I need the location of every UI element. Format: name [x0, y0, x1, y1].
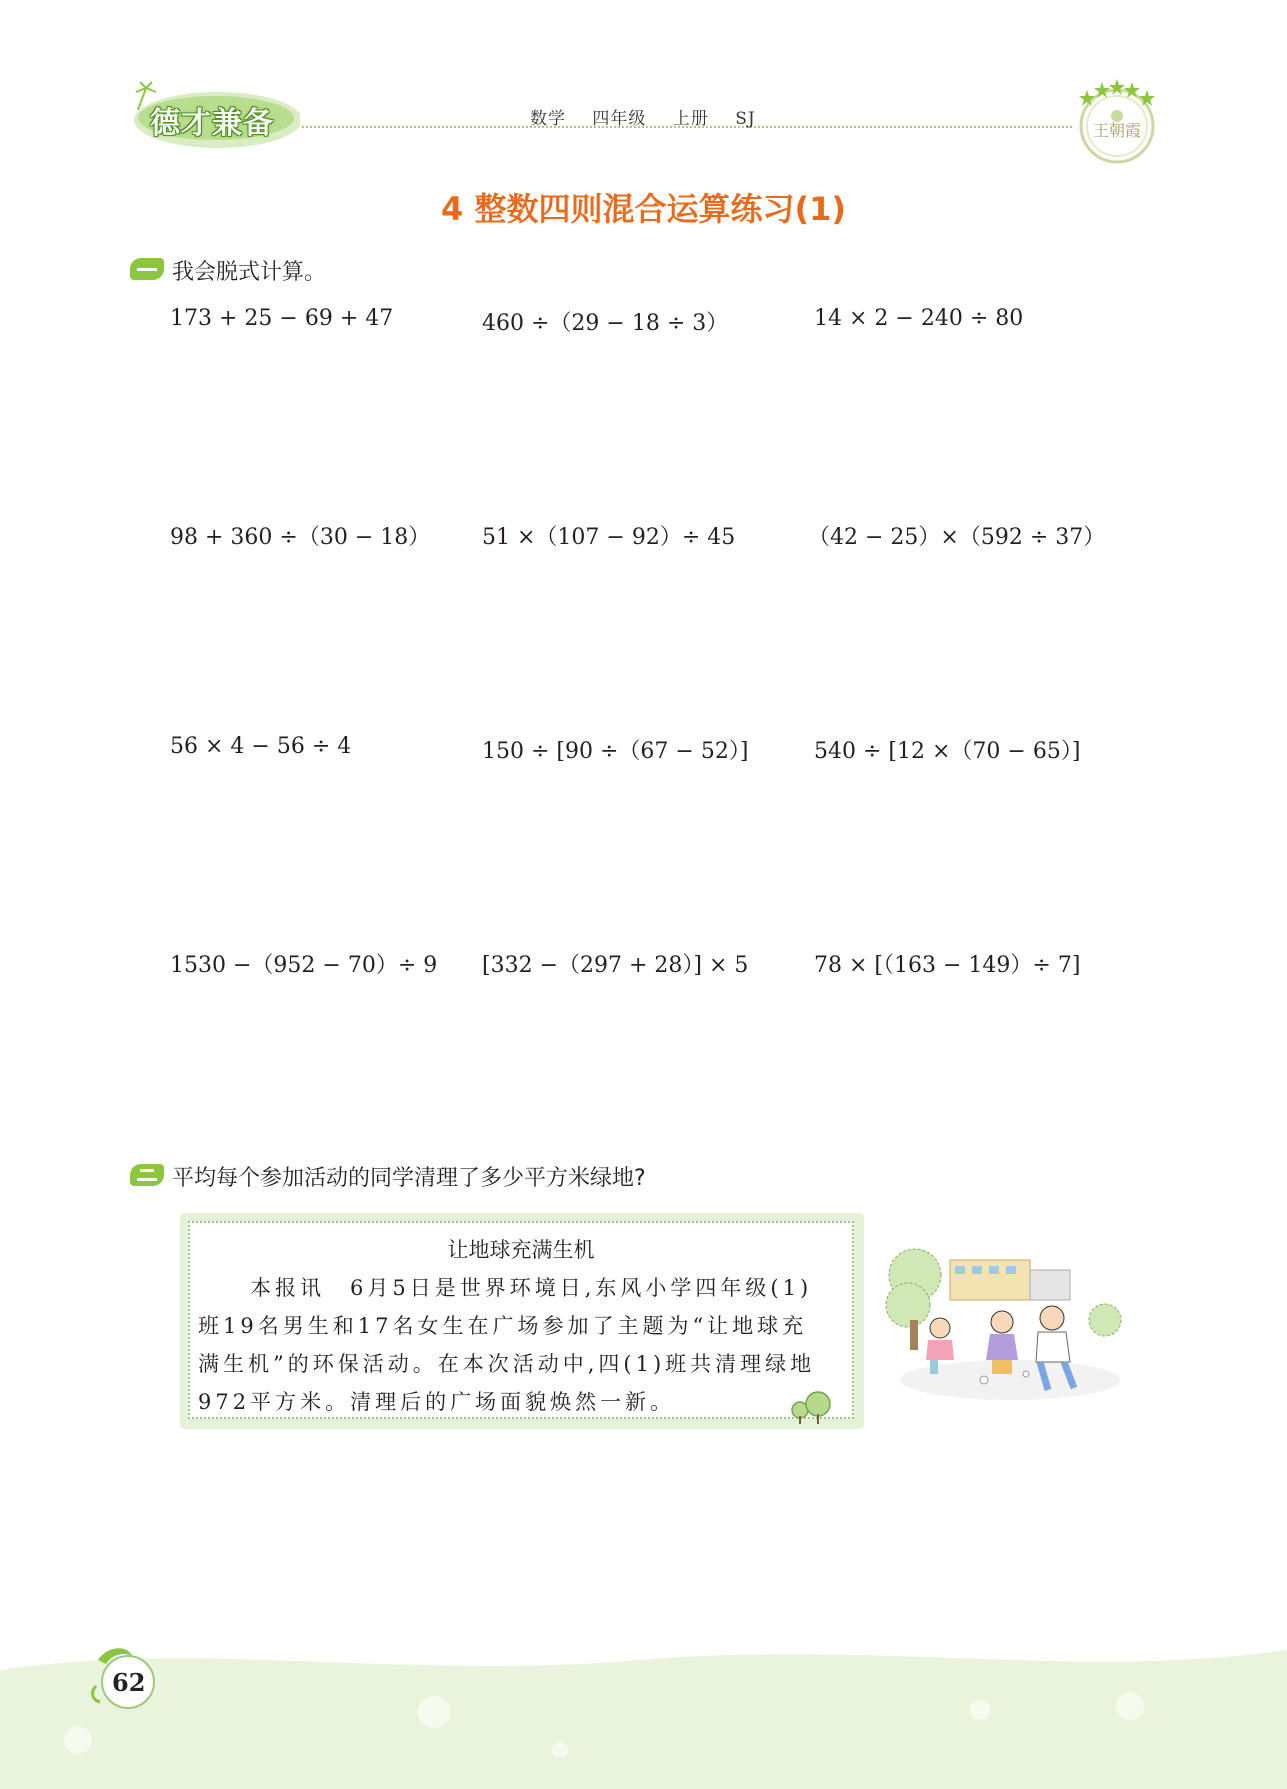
- news-title: 让地球充满生机: [447, 1238, 595, 1262]
- expression: 540 ÷ [12 ×（70 − 65）]: [814, 739, 1081, 764]
- news-line: 972平方米。清理后的广场面貌焕然一新。: [198, 1390, 676, 1414]
- tree-icon: [786, 1390, 836, 1424]
- expression: 78 × [（163 − 149）÷ 7]: [814, 953, 1081, 978]
- expression: 56 × 4 − 56 ÷ 4: [170, 734, 352, 759]
- expression: 1530 −（952 − 70）÷ 9: [170, 953, 438, 978]
- edition-label: SJ: [735, 109, 756, 129]
- section-one-numeral: [137, 268, 157, 271]
- expression: 173 + 25 − 69 + 47: [170, 306, 394, 331]
- page-number: 62: [112, 1668, 146, 1697]
- page-title: 4 整数四则混合运算练习(1): [441, 190, 846, 228]
- expression: 150 ÷ [90 ÷（67 − 52）]: [482, 739, 749, 764]
- grade-label: 四年级: [592, 109, 647, 129]
- bottom-wave-decoration: [0, 1620, 1287, 1789]
- volume-label: 上册: [672, 109, 709, 129]
- section-one-badge: [130, 258, 164, 280]
- section-two-title: 平均每个参加活动的同学清理了多少平方米绿地?: [172, 1166, 646, 1191]
- children-cleaning-illustration: [880, 1240, 1140, 1410]
- news-line: 本报讯 6月5日是世界环境日,东风小学四年级(1): [250, 1276, 813, 1300]
- section-two-numeral: [137, 1169, 157, 1181]
- publisher-seal: [1072, 76, 1162, 164]
- section-two-badge: [130, 1164, 164, 1186]
- subject-label: 数学: [530, 109, 566, 129]
- header-subtitle: [530, 104, 776, 129]
- expression: 98 + 360 ÷（30 − 18）: [170, 525, 431, 550]
- seal-text: 王朝霞: [1092, 121, 1142, 140]
- expression: [332 −（297 + 28）] × 5: [482, 953, 749, 978]
- expression: 51 ×（107 − 92）÷ 45: [482, 525, 736, 550]
- expression: （42 − 25）×（592 ÷ 37）: [808, 525, 1106, 550]
- expression: 460 ÷（29 − 18 ÷ 3）: [482, 311, 729, 336]
- news-line: 班19名男生和17名女生在广场参加了主题为“让地球充: [198, 1314, 808, 1338]
- header-logo-text: 德才兼备: [150, 106, 274, 141]
- section-one-title: 我会脱式计算。: [172, 260, 327, 285]
- expression: 14 × 2 − 240 ÷ 80: [814, 306, 1024, 331]
- news-line: 满生机”的环保活动。在本次活动中,四(1)班共清理绿地: [198, 1352, 816, 1376]
